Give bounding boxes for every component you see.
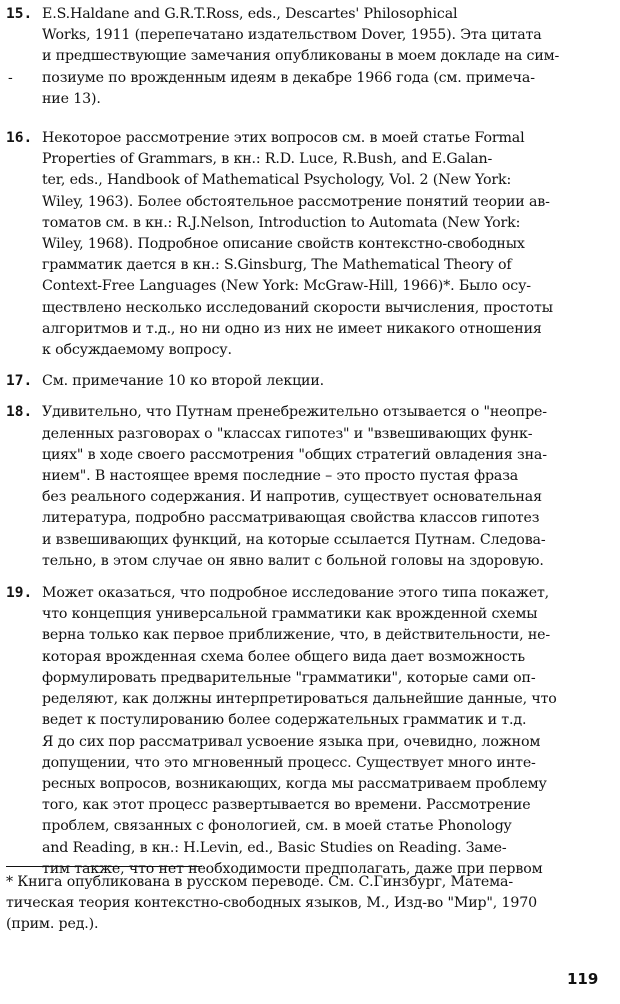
text-line: См. примечание 10 ко второй лекции. <box>42 373 325 390</box>
endnote-number: 17. <box>6 373 33 390</box>
endnote-15 <box>6 4 610 110</box>
text-line: что концепция универсальной грамматики как врожденной схемы <box>42 606 538 623</box>
text-line: томатов см. в кн.: R.J.Nelson, Introduction to Automata (New York: <box>42 214 521 231</box>
text-line: проблем, связанных с фонологией, см. в моей статье Phonology <box>42 818 512 835</box>
footnote-divider <box>6 866 202 867</box>
text-line: формулировать предварительные "грамматики", которые сами оп- <box>42 669 536 686</box>
endnotes-list <box>6 4 610 880</box>
footnote-line: тическая теория контекстно-свободных языков, М., Изд-во "Мир", 1970 <box>6 895 538 912</box>
text-line: and Reading, в кн.: H.Levin, ed., Basic Studies on Reading. Заме- <box>42 839 507 856</box>
text-line: допущении, что это мгновенный процесс. Существует много инте- <box>42 754 536 771</box>
text-line: нием". В настоящее время последние – это просто пустая фраза <box>42 468 519 485</box>
text-line: Wiley, 1963). Более обстоятельное рассмотрение понятий теории ав- <box>42 193 550 210</box>
text-line: ществлено несколько исследований скорости вычисления, простоты <box>42 299 553 316</box>
endnote-19 <box>6 583 610 880</box>
text-line: ределяют, как должны интерпретироваться дальнейшие данные, что <box>42 691 557 708</box>
text-line: которая врожденная схема более общего вида дает возможность <box>42 648 525 665</box>
endnote-18 <box>6 402 610 572</box>
text-line: и предшествующие замечания опубликованы в моем докладе на сим- <box>42 48 560 65</box>
endnote-text <box>42 4 610 110</box>
footnote-line: * Книга опубликована в русском переводе. См. С.Гинзбург, Матема- <box>6 874 513 890</box>
text-line: Works, 1911 (перепечатано издательством Dover, 1955). Эта цитата <box>42 27 542 44</box>
text-line: Wiley, 1968). Подробное описание свойств контекстно-свободных <box>42 236 525 253</box>
text-line: Я до сих пор рассматривал усвоение языка при, очевидно, ложном <box>42 733 541 750</box>
text-line: ресных вопросов, возникающих, когда мы рассматриваем проблему <box>42 775 547 792</box>
text-line: Может оказаться, что подробное исследование этого типа покажет, <box>42 585 550 602</box>
footnote-line: (прим. ред.). <box>6 916 99 933</box>
text-line: ние 13). <box>42 90 101 107</box>
text-line: литература, подробно рассматривающая свойства классов гипотез <box>42 510 540 527</box>
endnote-number: 19. <box>6 585 33 602</box>
margin-mark: - <box>8 70 13 86</box>
text-line: тельно, в этом случае он явно валит с больной головы на здоровую. <box>42 552 544 569</box>
text-line: того, как этот процесс развертывается во времени. Рассмотрение <box>42 797 531 814</box>
endnote-number: 16. <box>6 130 33 147</box>
text-line: Удивительно, что Путнам пренебрежительно отзывается о "неопре- <box>42 404 547 421</box>
text-line: Context-Free Languages (New York: McGraw-Hill, 1966)*. Было осу- <box>42 278 531 295</box>
endnote-number: 18. <box>6 404 33 421</box>
text-line: ведет к постулированию более содержательных грамматик и т.д. <box>42 712 527 729</box>
text-line: E.S.Haldane and G.R.T.Ross, eds., Descartes' Philosophical <box>42 6 458 22</box>
endnote-text <box>42 402 610 572</box>
text-line: циях" в ходе своего рассмотрения "общих стратегий овладения зна- <box>42 446 547 463</box>
text-line: грамматик дается в кн.: S.Ginsburg, The Mathematical Theory of <box>42 257 512 274</box>
endnote-text <box>42 583 610 880</box>
footnote <box>6 872 606 936</box>
text-line: позиуме по врожденным идеям в декабре 1966 года (см. примеча- <box>42 69 535 86</box>
text-line: ter, eds., Handbook of Mathematical Psychology, Vol. 2 (New York: <box>42 172 512 189</box>
text-line: деленных разговорах о "классах гипотез" и "взвешивающих функ- <box>42 425 533 442</box>
endnote-text <box>42 371 610 392</box>
endnote-17 <box>6 371 610 392</box>
text-line: к обсуждаемому вопросу. <box>42 342 232 359</box>
text-line: Некоторое рассмотрение этих вопросов см. в моей статье Formal <box>42 130 525 147</box>
text-line: и взвешивающих функций, на которые ссылается Путнам. Следова- <box>42 531 546 548</box>
page-number: 119 <box>567 970 599 988</box>
text-line: без реального содержания. И напротив, существует основательная <box>42 489 542 506</box>
endnote-number: 15. <box>6 6 33 22</box>
text-line: Properties of Grammars, в кн.: R.D. Luce, R.Bush, and E.Galan- <box>42 151 493 168</box>
endnote-text <box>42 128 610 361</box>
text-line: тим также, что нет необходимости предполагать, даже при первом <box>42 860 543 877</box>
endnote-16 <box>6 128 610 361</box>
text-line: верна только как первое приближение, что, в действительности, не- <box>42 627 551 644</box>
text-line: алгоритмов и т.д., но ни одно из них не имеет никакого отношения <box>42 320 542 337</box>
